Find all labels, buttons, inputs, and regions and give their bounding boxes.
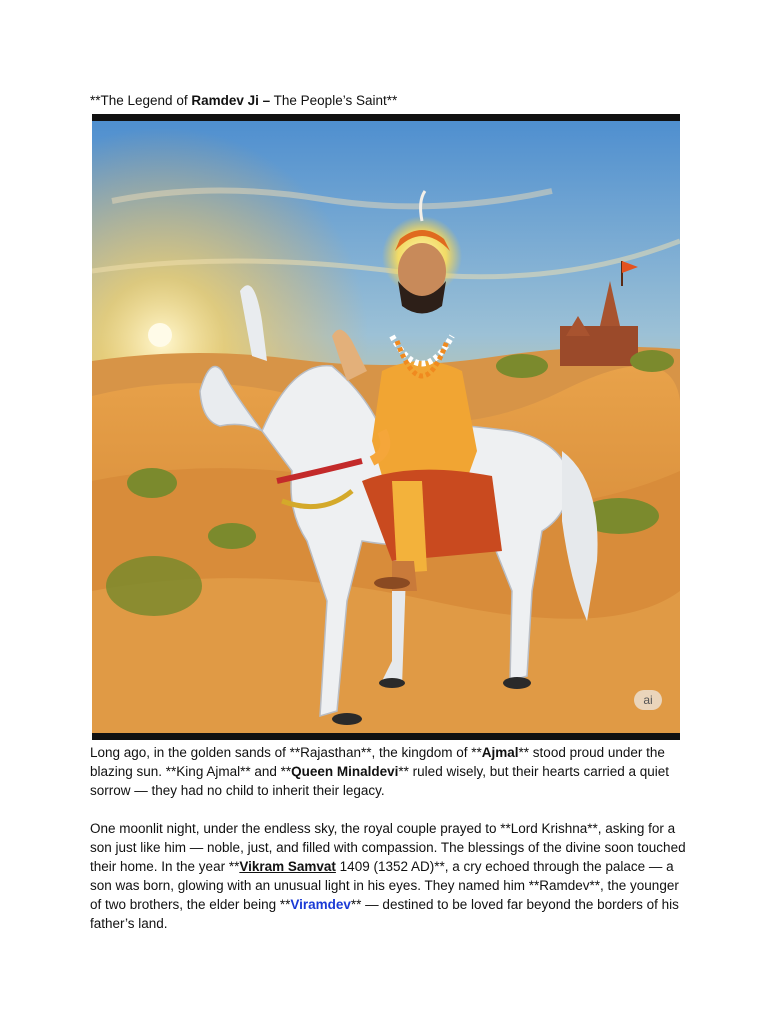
paragraph-2 — [90, 819, 690, 933]
illustration-ramdev-on-horse — [92, 114, 680, 740]
p1-bold-ajmal: Ajmal — [481, 745, 519, 760]
p1-bold-queen: Queen Minaldevi — [291, 764, 399, 779]
title-suffix: The People’s Saint** — [270, 93, 398, 108]
title-prefix: **The Legend of — [90, 93, 192, 108]
p2-text-c: 1409 (1352 AD)**, a cry echoed through the palace — a son was born, glowing with an unusual light in his eyes. They named him **Ramdev**, the younger of two brothers, the elder being ** — [90, 859, 679, 912]
illustration-canvas — [92, 121, 680, 733]
ai-watermark-badge — [634, 690, 662, 710]
title-bold: Ramdev Ji – — [191, 93, 271, 108]
p2-blue-viramdev: Viramdev — [290, 897, 351, 912]
p1-text-e: ** ruled wisely, but their hearts carried a quiet sorrow — they had no child to inherit their legacy. — [90, 764, 670, 798]
watermark-text: ai — [643, 693, 653, 707]
document-title — [90, 92, 397, 110]
p2-underlined-vikram-samvat: Vikram Samvat — [239, 859, 336, 874]
p1-text-c: ** stood proud under the blazing sun. **King Ajmal** and ** — [90, 745, 665, 779]
p2-text-a: One moonlit night, under the endless sky, the royal couple prayed to **Lord Krishna**, asking for a son just like him — noble, just, and filled with compassion. The blessings of the divine soon touched their home. In the year ** — [90, 821, 686, 874]
sun — [148, 323, 172, 347]
paragraph-1 — [90, 743, 690, 800]
p2-text-e: ** — destined to be loved far beyond the borders of his father’s land. — [90, 897, 679, 931]
p1-text-a: Long ago, in the golden sands of **Rajasthan**, the kingdom of ** — [90, 745, 482, 760]
